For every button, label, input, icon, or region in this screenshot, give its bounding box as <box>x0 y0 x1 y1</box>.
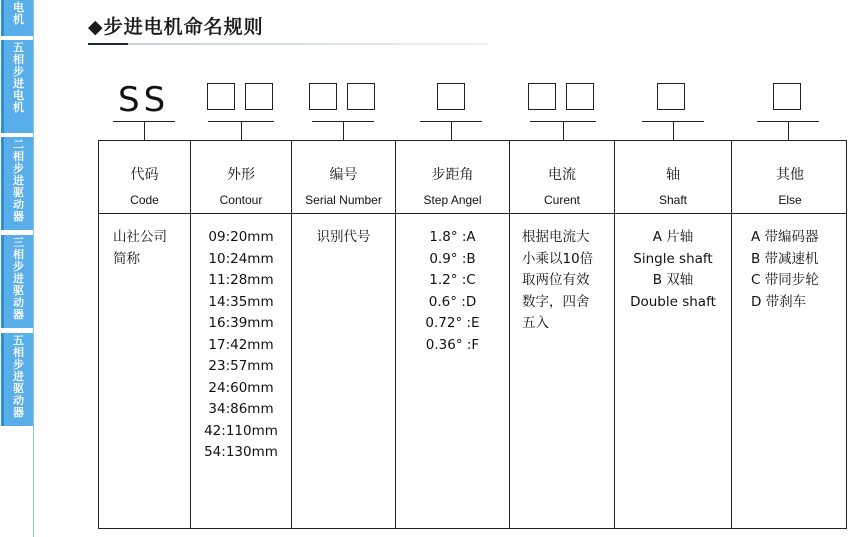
cell-line: 23:57mm <box>208 358 274 374</box>
sidebar-tab-char: 进 <box>13 77 24 90</box>
code-box-contour-1 <box>207 83 235 110</box>
header-en: Shaft <box>658 193 688 207</box>
cell-line: 34:86mm <box>208 401 274 417</box>
header-cn: 轴 <box>666 167 680 183</box>
sidebar-tab-char: 动 <box>13 296 24 309</box>
cell-line: 0.9° :B <box>429 250 476 267</box>
code-box-current-1 <box>528 83 556 110</box>
code-box-current-2 <box>566 83 594 110</box>
cell-line: A 片轴 <box>652 229 694 245</box>
sidebar <box>0 0 36 537</box>
cell-line: Double shaft <box>630 293 716 310</box>
sidebar-tab-char: 步 <box>13 65 24 78</box>
column-shaft <box>615 141 732 528</box>
cell-line: Single shaft <box>633 250 713 267</box>
cell-line: 取两位有效 <box>522 272 590 288</box>
cell-line: 山社公司 <box>113 229 167 245</box>
sidebar-tab-char: 机 <box>13 13 24 26</box>
code-prefix: SS <box>118 80 170 120</box>
cell-line: 11:28mm <box>208 272 274 288</box>
column-serial-number <box>292 141 396 528</box>
header-cn: 电流 <box>548 167 576 183</box>
cell-line: 09:20mm <box>208 229 274 245</box>
header-cn: 其他 <box>776 167 804 183</box>
sidebar-tab-char: 器 <box>13 406 24 419</box>
naming-rules-table <box>98 140 847 529</box>
cell-line: A 带编码器 <box>751 229 819 245</box>
cell-line: 17:42mm <box>208 336 274 353</box>
header-en: Curent <box>543 193 581 207</box>
column-else <box>732 141 848 528</box>
bracket-step-angle <box>420 121 482 141</box>
sidebar-tab-char: 相 <box>13 150 24 163</box>
sidebar-tab-char: 器 <box>13 308 24 321</box>
bracket-contour <box>208 121 274 141</box>
title-underline <box>88 43 488 45</box>
cell-line: C 带同步轮 <box>751 272 819 288</box>
cell-line: 16:39mm <box>208 315 274 331</box>
sidebar-tab-char: 相 <box>13 53 24 66</box>
bracket-shaft <box>642 121 704 141</box>
code-box-step-angle <box>437 83 465 110</box>
column-cell <box>510 227 614 335</box>
sidebar-tab-char: 进 <box>13 370 24 383</box>
cell-line: D 带刹车 <box>751 293 807 310</box>
header-cn: 步距角 <box>431 167 474 183</box>
code-box-serial-2 <box>347 83 375 110</box>
sidebar-tab-char: 驱 <box>13 284 24 297</box>
sidebar-tab-char: 五 <box>13 334 24 347</box>
cell-line: 24:60mm <box>208 379 274 396</box>
sidebar-tab-char: 步 <box>13 162 24 175</box>
cell-line: 数字，四舍 <box>522 293 590 310</box>
cell-line: 五入 <box>522 315 549 331</box>
code-box-contour-2 <box>245 83 273 110</box>
code-box-shaft <box>657 83 685 110</box>
header-en: Step Angel <box>423 193 482 207</box>
header-cn: 代码 <box>130 167 159 183</box>
cell-line: 0.6° :D <box>428 293 477 310</box>
header-en: Contour <box>219 193 263 207</box>
sidebar-tab-char: 驱 <box>13 186 24 199</box>
cell-line: 10:24mm <box>208 250 274 267</box>
bracket-else <box>757 121 819 141</box>
sidebar-tab-char: 机 <box>13 101 24 114</box>
sidebar-tab-three-phase-driver[interactable] <box>1 235 33 328</box>
cell-line: 42:110mm <box>204 422 278 439</box>
bracket-serial <box>312 121 374 141</box>
sidebar-tab-char: 相 <box>13 248 24 261</box>
sidebar-tab-char: 器 <box>13 210 24 223</box>
sidebar-tab-char: 步 <box>13 260 24 273</box>
column-cell <box>292 227 395 249</box>
column-code <box>99 141 191 528</box>
column-cell <box>191 227 291 464</box>
cell-line: 54:130mm <box>204 444 278 460</box>
header-en: Else <box>778 193 802 207</box>
cell-line: 小乘以10倍 <box>522 250 594 267</box>
header-en: Serial Number <box>305 193 382 207</box>
cell-line: 1.8° :A <box>429 229 476 245</box>
bracket-code <box>113 121 175 141</box>
header-en: Code <box>130 193 159 207</box>
sidebar-tab-char: 二 <box>13 138 24 151</box>
code-box-serial-1 <box>309 83 337 110</box>
cell-line: B 带减速机 <box>751 250 819 267</box>
sidebar-tab-five-phase-driver[interactable] <box>1 333 33 426</box>
cell-line: 识别代号 <box>316 229 371 245</box>
sidebar-tab-two-phase-driver[interactable] <box>1 137 33 230</box>
sidebar-tab-char: 步 <box>13 358 24 371</box>
column-cell <box>615 227 731 313</box>
sidebar-tab-char: 五 <box>13 41 24 54</box>
bracket-current <box>530 121 596 141</box>
header-cn: 外形 <box>227 167 255 183</box>
sidebar-tab-char: 进 <box>13 272 24 285</box>
sidebar-tab-char: 进 <box>13 174 24 187</box>
column-step-angle <box>396 141 510 528</box>
page-title: ◆步进电机命名规则 <box>88 16 264 38</box>
sidebar-tab-char: 电 <box>13 1 24 14</box>
column-cell <box>99 227 190 270</box>
header-cn: 编号 <box>329 167 358 183</box>
code-box-else <box>773 83 801 110</box>
column-current <box>510 141 615 528</box>
cell-line: 0.72° :E <box>425 315 480 331</box>
cell-line: 简称 <box>113 250 140 267</box>
sidebar-tab-char: 相 <box>13 346 24 359</box>
sidebar-tab-char: 驱 <box>13 382 24 395</box>
cell-line: 0.36° :F <box>425 336 480 353</box>
sidebar-divider <box>33 0 34 537</box>
sidebar-tab-char: 三 <box>13 236 24 249</box>
column-cell <box>732 227 848 313</box>
cell-line: 根据电流大 <box>522 229 590 245</box>
cell-line: B 双轴 <box>652 272 694 288</box>
cell-line: 14:35mm <box>208 293 274 310</box>
sidebar-tab-five-phase-motor[interactable] <box>1 40 33 133</box>
sidebar-tab-motor[interactable] <box>1 0 33 36</box>
cell-line: 1.2° :C <box>429 272 476 288</box>
sidebar-tab-char: 动 <box>13 394 24 407</box>
title-block <box>88 12 264 39</box>
sidebar-tab-char: 电 <box>13 89 24 102</box>
column-cell <box>396 227 509 356</box>
sidebar-tab-char: 动 <box>13 198 24 211</box>
column-contour <box>191 141 292 528</box>
